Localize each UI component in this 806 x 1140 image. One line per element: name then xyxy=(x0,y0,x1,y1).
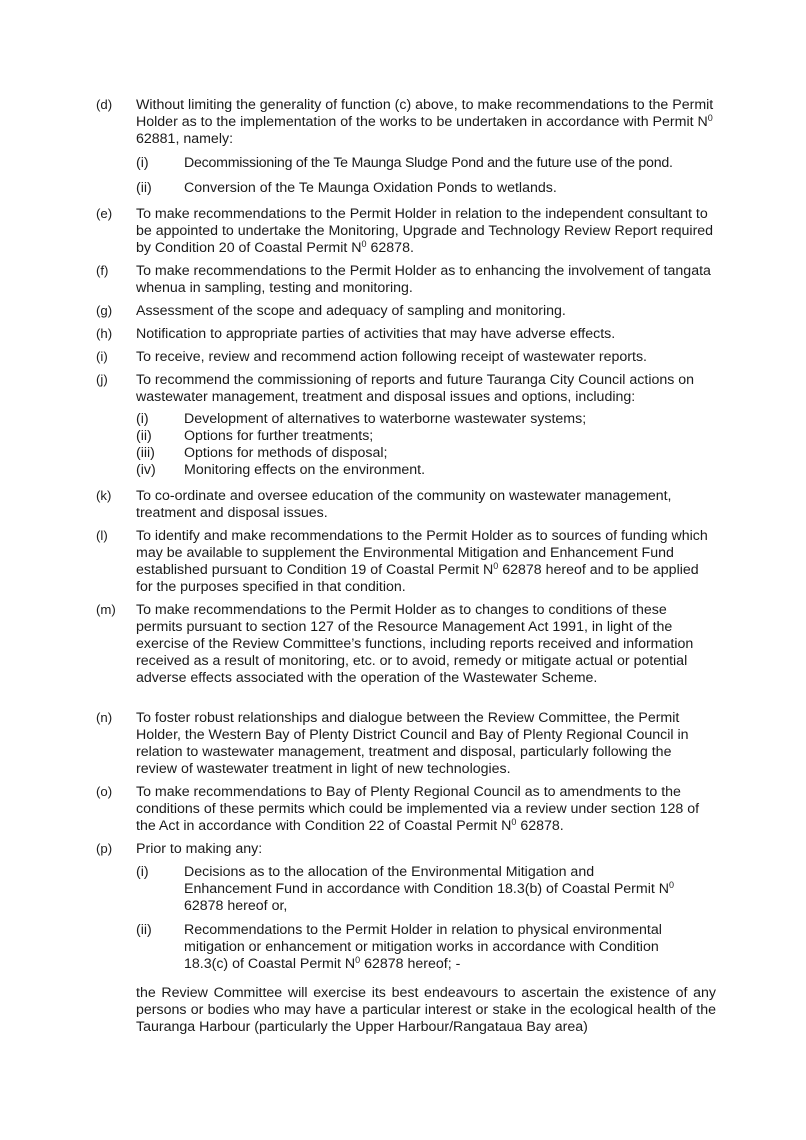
item-text: Prior to making any: xyxy=(136,841,263,857)
item-text: To make recommendations to the Permit Holder in relation to the independent consultant to be appointed to undertake the Monitoring, Upgrade and Technology Review Report required by Condition 20 of Coastal Permit $N^0$ 62878. xyxy=(136,206,714,256)
item-label: (k) xyxy=(96,488,112,503)
item-label: (l) xyxy=(96,528,108,543)
item-text: Without limiting the generality of function (c) above, to make recommendations to the Permit Holder as to the implementation of the works to be undertaken in accordance with Permit $N^0$ 62881, namely: xyxy=(136,97,714,147)
sub-item-text: Recommendations to the Permit Holder in relation to physical environmental mitigation or enhancement or mitigation works in accordance with Condition 18.3(c) of Coastal Permit $N^0$ 62878 hereof; - xyxy=(184,922,662,972)
item-text: To make recommendations to Bay of Plenty Regional Council as to amendments to the conditions of these permits which could be implemented via a review under section 128 of the Act in accordance with Condition 22 of Coastal Permit $N^0$ 62878. xyxy=(136,784,700,834)
sub-list-j xyxy=(96,411,716,479)
item-label: (d) xyxy=(96,97,113,112)
list-item-k xyxy=(96,488,716,522)
sub-item-label: (i) xyxy=(136,864,149,880)
item-label: (o) xyxy=(96,784,113,799)
list-item-o xyxy=(96,784,716,835)
item-label: (g) xyxy=(96,303,113,318)
item-text: To co-ordinate and oversee education of the community on wastewater management, treatment and disposal issues. xyxy=(136,488,672,521)
sub-item-p-ii xyxy=(96,922,716,973)
sub-item-text: Options for further treatments; xyxy=(184,427,374,444)
item-text: To foster robust relationships and dialogue between the Review Committee, the Permit Holder, the Western Bay of Plenty District Council and Bay of Plenty Regional Council in relation to wastewater management, treatment and disposal, particularly following the review of wastewater treatment in light of new technologies. xyxy=(136,710,689,777)
list-item-e xyxy=(96,206,716,257)
sub-item-d-i xyxy=(96,155,716,172)
item-text: Notification to appropriate parties of activities that may have adverse effects. xyxy=(136,326,616,342)
sub-item-text: Development of alternatives to waterborne wastewater systems; xyxy=(184,411,587,427)
list-item-g xyxy=(96,303,716,320)
sub-item-d-ii xyxy=(96,180,716,197)
item-label: (m) xyxy=(96,602,116,617)
item-label: (h) xyxy=(96,326,113,341)
item-label: (j) xyxy=(96,372,108,387)
sub-item-label: (iii) xyxy=(136,444,155,461)
item-label: (n) xyxy=(96,710,113,725)
item-label: (f) xyxy=(96,263,109,278)
item-text: To make recommendations to the Permit Holder as to changes to conditions of these permits pursuant to section 127 of the Resource Management Act 1991, in light of the exercise of the Review Committee’s functions, including reports received and information received as a result of monitoring, etc. or to avoid, remedy or mitigate actual or potential adverse effects associated with the operation of the Wastewater Scheme. xyxy=(136,602,694,686)
sub-item-text: Conversion of the Te Maunga Oxidation Ponds to wetlands. xyxy=(184,180,557,196)
sub-item-label: (i) xyxy=(136,155,149,171)
sub-item-text: Monitoring effects on the environment. xyxy=(184,461,426,478)
sub-item-label: (i) xyxy=(136,411,149,427)
item-text: To receive, review and recommend action following receipt of wastewater reports. xyxy=(136,349,647,365)
sub-item-p-i xyxy=(96,864,716,915)
sub-item-label: (ii) xyxy=(136,427,152,444)
list-item-m xyxy=(96,602,716,687)
sub-item-label: (ii) xyxy=(136,180,152,196)
sub-item-label: (ii) xyxy=(136,922,152,938)
list-item-d xyxy=(96,97,716,148)
list-item-f xyxy=(96,263,716,297)
item-text: Assessment of the scope and adequacy of sampling and monitoring. xyxy=(136,303,566,319)
closing-paragraph-p xyxy=(96,985,716,1036)
list-item-p xyxy=(96,841,716,858)
item-label: (i) xyxy=(96,349,108,364)
list-item-j xyxy=(96,372,716,406)
item-text: To recommend the commissioning of reports and future Tauranga City Council actions on wastewater management, treatment and disposal issues and options, including: xyxy=(136,372,695,405)
sub-item-text: Options for methods of disposal; xyxy=(184,444,388,461)
list-item-h xyxy=(96,326,716,343)
item-text: To identify and make recommendations to the Permit Holder as to sources of funding which may be available to supplement the Environmental Mitigation and Enhancement Fund established pursuant to Condition 19 of Coastal Permit $N^0$ 62878 hereof and to be applied for the purposes specified in that condition. xyxy=(136,528,708,595)
sub-item-label: (iv) xyxy=(136,461,156,478)
item-text: To make recommendations to the Permit Holder as to enhancing the involvement of tangata whenua in sampling, testing and monitoring. xyxy=(136,263,711,296)
item-label: (p) xyxy=(96,841,113,856)
closing-text: the Review Committee will exercise its best endeavours to ascertain the existence of any persons or bodies who may have a particular interest or stake in the ecological health of the Tauranga Harbour (particularly the Upper Harbour/Rangataua Bay area) xyxy=(136,985,716,1035)
sub-item-text: Decisions as to the allocation of the Environmental Mitigation and Enhancement Fund in accordance with Condition 18.3(b) of Coastal Permit $N^0$ 62878 hereof or, xyxy=(184,864,675,914)
list-item-l xyxy=(96,528,716,596)
list-item-i xyxy=(96,349,716,366)
item-label: (e) xyxy=(96,206,113,221)
sub-item-text: Decommissioning of the Te Maunga Sludge Pond and the future use of the pond. xyxy=(184,155,673,171)
list-item-n xyxy=(96,710,716,778)
